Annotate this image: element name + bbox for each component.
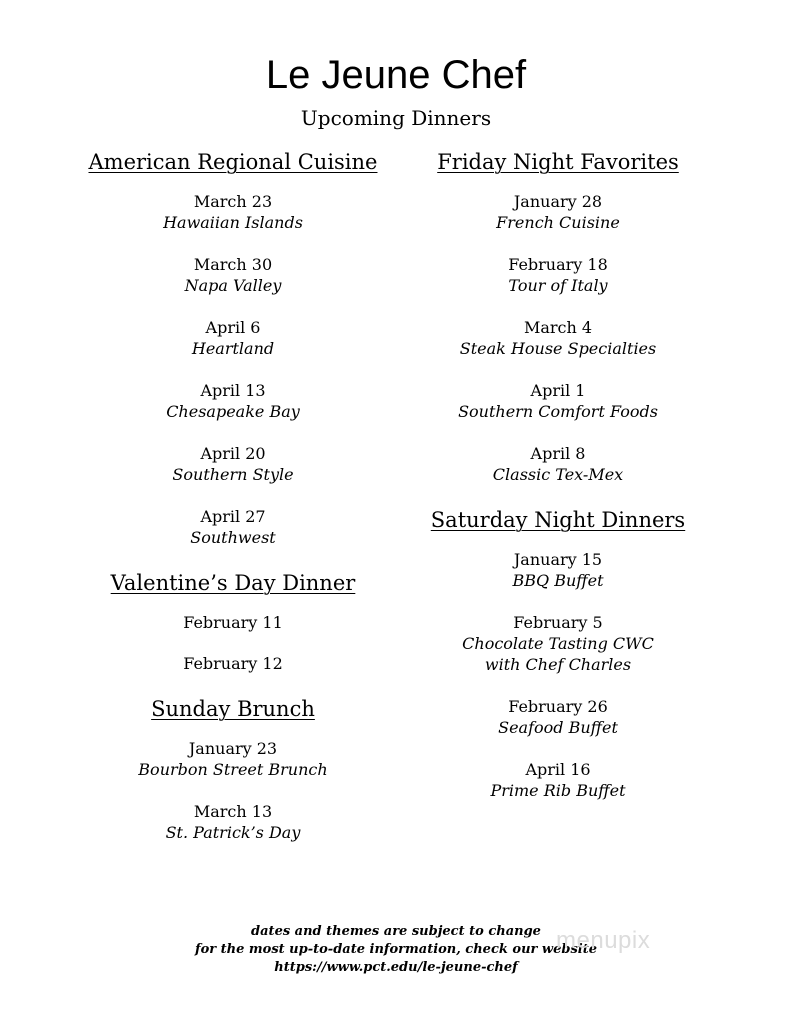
event-date: February 12 [183, 654, 283, 673]
event-theme: Chocolate Tasting CWC [462, 634, 654, 653]
event-date: April 1 [530, 381, 586, 400]
event-date: February 18 [508, 255, 608, 274]
section-heading-sunday-brunch: Sunday Brunch [151, 697, 315, 721]
list-item [400, 380, 716, 422]
event-date: April 13 [200, 381, 266, 400]
event-date: April 20 [200, 444, 266, 463]
event-theme: Classic Tex-Mex [492, 465, 624, 484]
list-item [400, 612, 716, 675]
event-theme: Heartland [191, 339, 275, 358]
menupix-watermark: menupix [556, 927, 651, 954]
left-column [70, 148, 396, 864]
list-item [400, 317, 716, 359]
list-item [70, 191, 396, 233]
event-theme-line2: with Chef Charles [484, 655, 632, 674]
list-item [70, 738, 396, 780]
event-theme: Southern Style [172, 465, 294, 484]
section-heading-friday-night: Friday Night Favorites [437, 150, 679, 174]
section-heading-american-regional: American Regional Cuisine [88, 150, 378, 174]
event-date: January 23 [188, 739, 278, 758]
list-item [400, 254, 716, 296]
list-item [70, 443, 396, 485]
list-item [70, 380, 396, 422]
list-item [400, 549, 716, 591]
right-column [400, 148, 716, 822]
event-date: February 26 [508, 697, 608, 716]
section-heading-valentines: Valentine’s Day Dinner [110, 571, 356, 595]
list-item [70, 801, 396, 843]
event-date: February 5 [513, 613, 603, 632]
event-theme: French Cuisine [496, 213, 620, 232]
event-theme: Seafood Buffet [498, 718, 618, 737]
event-theme: Chesapeake Bay [166, 402, 300, 421]
list-item [400, 191, 716, 233]
footer-line-change-notice: dates and themes are subject to change [251, 924, 541, 939]
event-date: March 23 [193, 192, 273, 211]
event-theme: Steak House Specialties [459, 339, 657, 358]
event-date: April 27 [200, 507, 266, 526]
section-heading-saturday-night: Saturday Night Dinners [430, 508, 686, 532]
event-date: March 13 [193, 802, 273, 821]
event-date: March 4 [523, 318, 593, 337]
footer-website-url: https://www.pct.edu/le-jeune-chef [274, 960, 518, 975]
list-item [70, 653, 396, 674]
list-item [70, 612, 396, 633]
list-item [400, 696, 716, 738]
event-theme: Napa Valley [184, 276, 282, 295]
event-theme: Tour of Italy [508, 276, 608, 295]
event-theme: St. Patrick’s Day [165, 823, 301, 842]
list-item [70, 254, 396, 296]
event-theme: Hawaiian Islands [163, 213, 303, 232]
event-theme: Prime Rib Buffet [490, 781, 626, 800]
event-date: February 11 [183, 613, 283, 632]
list-item [400, 443, 716, 485]
footer-line-website-notice: for the most up-to-date information, check our website [195, 942, 597, 957]
event-date: January 28 [513, 192, 603, 211]
event-date: April 16 [525, 760, 591, 779]
event-theme: Southern Comfort Foods [458, 402, 658, 421]
event-date: March 30 [193, 255, 273, 274]
event-date: January 15 [513, 550, 603, 569]
event-date: April 6 [205, 318, 261, 337]
event-theme: Bourbon Street Brunch [138, 760, 328, 779]
list-item [70, 317, 396, 359]
footer-note [0, 923, 792, 977]
page-title: Le Jeune Chef [265, 53, 527, 97]
event-theme: Southwest [190, 528, 276, 547]
event-date: April 8 [530, 444, 586, 463]
event-theme: BBQ Buffet [512, 571, 604, 590]
page-subtitle: Upcoming Dinners [300, 106, 492, 130]
list-item [400, 759, 716, 801]
list-item [70, 506, 396, 548]
